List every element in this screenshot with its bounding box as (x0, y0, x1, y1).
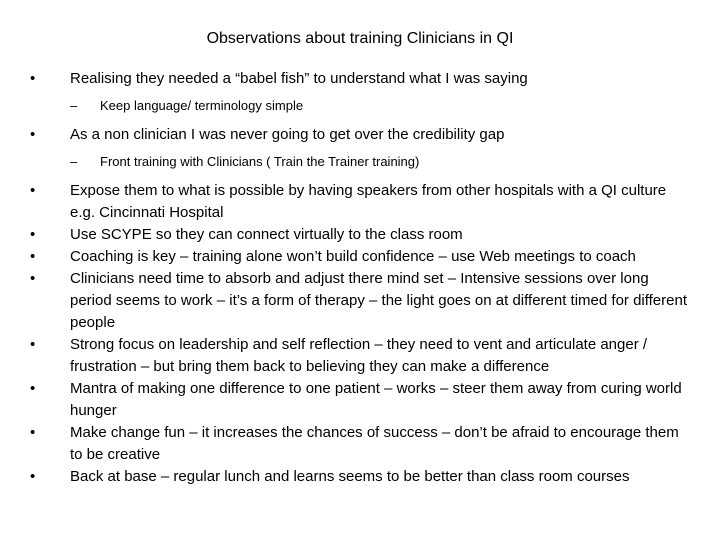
bullet-icon: • (30, 70, 36, 87)
bullet-text: Mantra of making one difference to one patient – works – steer them away from curing world hunger (70, 380, 682, 419)
bullet-icon: • (30, 336, 36, 353)
bullet-icon: • (30, 270, 36, 287)
dash-icon: – (70, 154, 78, 169)
bullet-text: Back at base – regular lunch and learns seems to be better than class room courses (70, 468, 630, 485)
bullet-text: Strong focus on leadership and self reflection – they need to vent and articulate anger / frustration – but bring them back to believing they can make a difference (70, 336, 648, 375)
bullet-text: Clinicians need time to absorb and adjust there mind set – Intensive sessions over long period seems to work – it’s a form of therapy – the light goes on at different timed for different people (70, 270, 687, 331)
bullet-icon: • (30, 248, 36, 265)
bullet-item (30, 246, 690, 268)
sub-bullet-text: Keep language/ terminology simple (100, 98, 304, 113)
bullet-item (30, 378, 690, 422)
slide-title: Observations about training Clinicians in QI (206, 30, 514, 47)
bullet-text: As a non clinician I was never going to get over the credibility gap (70, 126, 505, 143)
bullet-icon: • (30, 468, 36, 485)
bullet-item (30, 334, 690, 378)
bullet-item (30, 268, 690, 334)
sub-bullet-item (30, 152, 690, 172)
bullet-text: Expose them to what is possible by having speakers from other hospitals with a QI culture e.g. Cincinnati Hospital (70, 182, 667, 221)
bullet-item (30, 180, 690, 224)
sub-bullet-item (30, 96, 690, 116)
bullet-text: Make change fun – it increases the chances of success – don’t be afraid to encourage them to be creative (70, 424, 679, 463)
bullet-item (30, 124, 690, 146)
bullet-icon: • (30, 380, 36, 397)
bullet-icon: • (30, 182, 36, 199)
bullet-text: Coaching is key – training alone won’t build confidence – use Web meetings to coach (70, 248, 636, 265)
bullet-icon: • (30, 424, 36, 441)
bullet-item (30, 68, 690, 90)
bullet-icon: • (30, 126, 36, 143)
sub-bullet-text: Front training with Clinicians ( Train the Trainer training) (100, 154, 420, 169)
bullet-text: Use SCYPE so they can connect virtually to the class room (70, 226, 463, 243)
dash-icon: – (70, 98, 78, 113)
bullet-icon: • (30, 226, 36, 243)
bullet-item (30, 224, 690, 246)
bullet-list (30, 68, 690, 488)
bullet-item (30, 466, 690, 488)
bullet-item (30, 422, 690, 466)
bullet-text: Realising they needed a “babel fish” to understand what I was saying (70, 70, 528, 87)
